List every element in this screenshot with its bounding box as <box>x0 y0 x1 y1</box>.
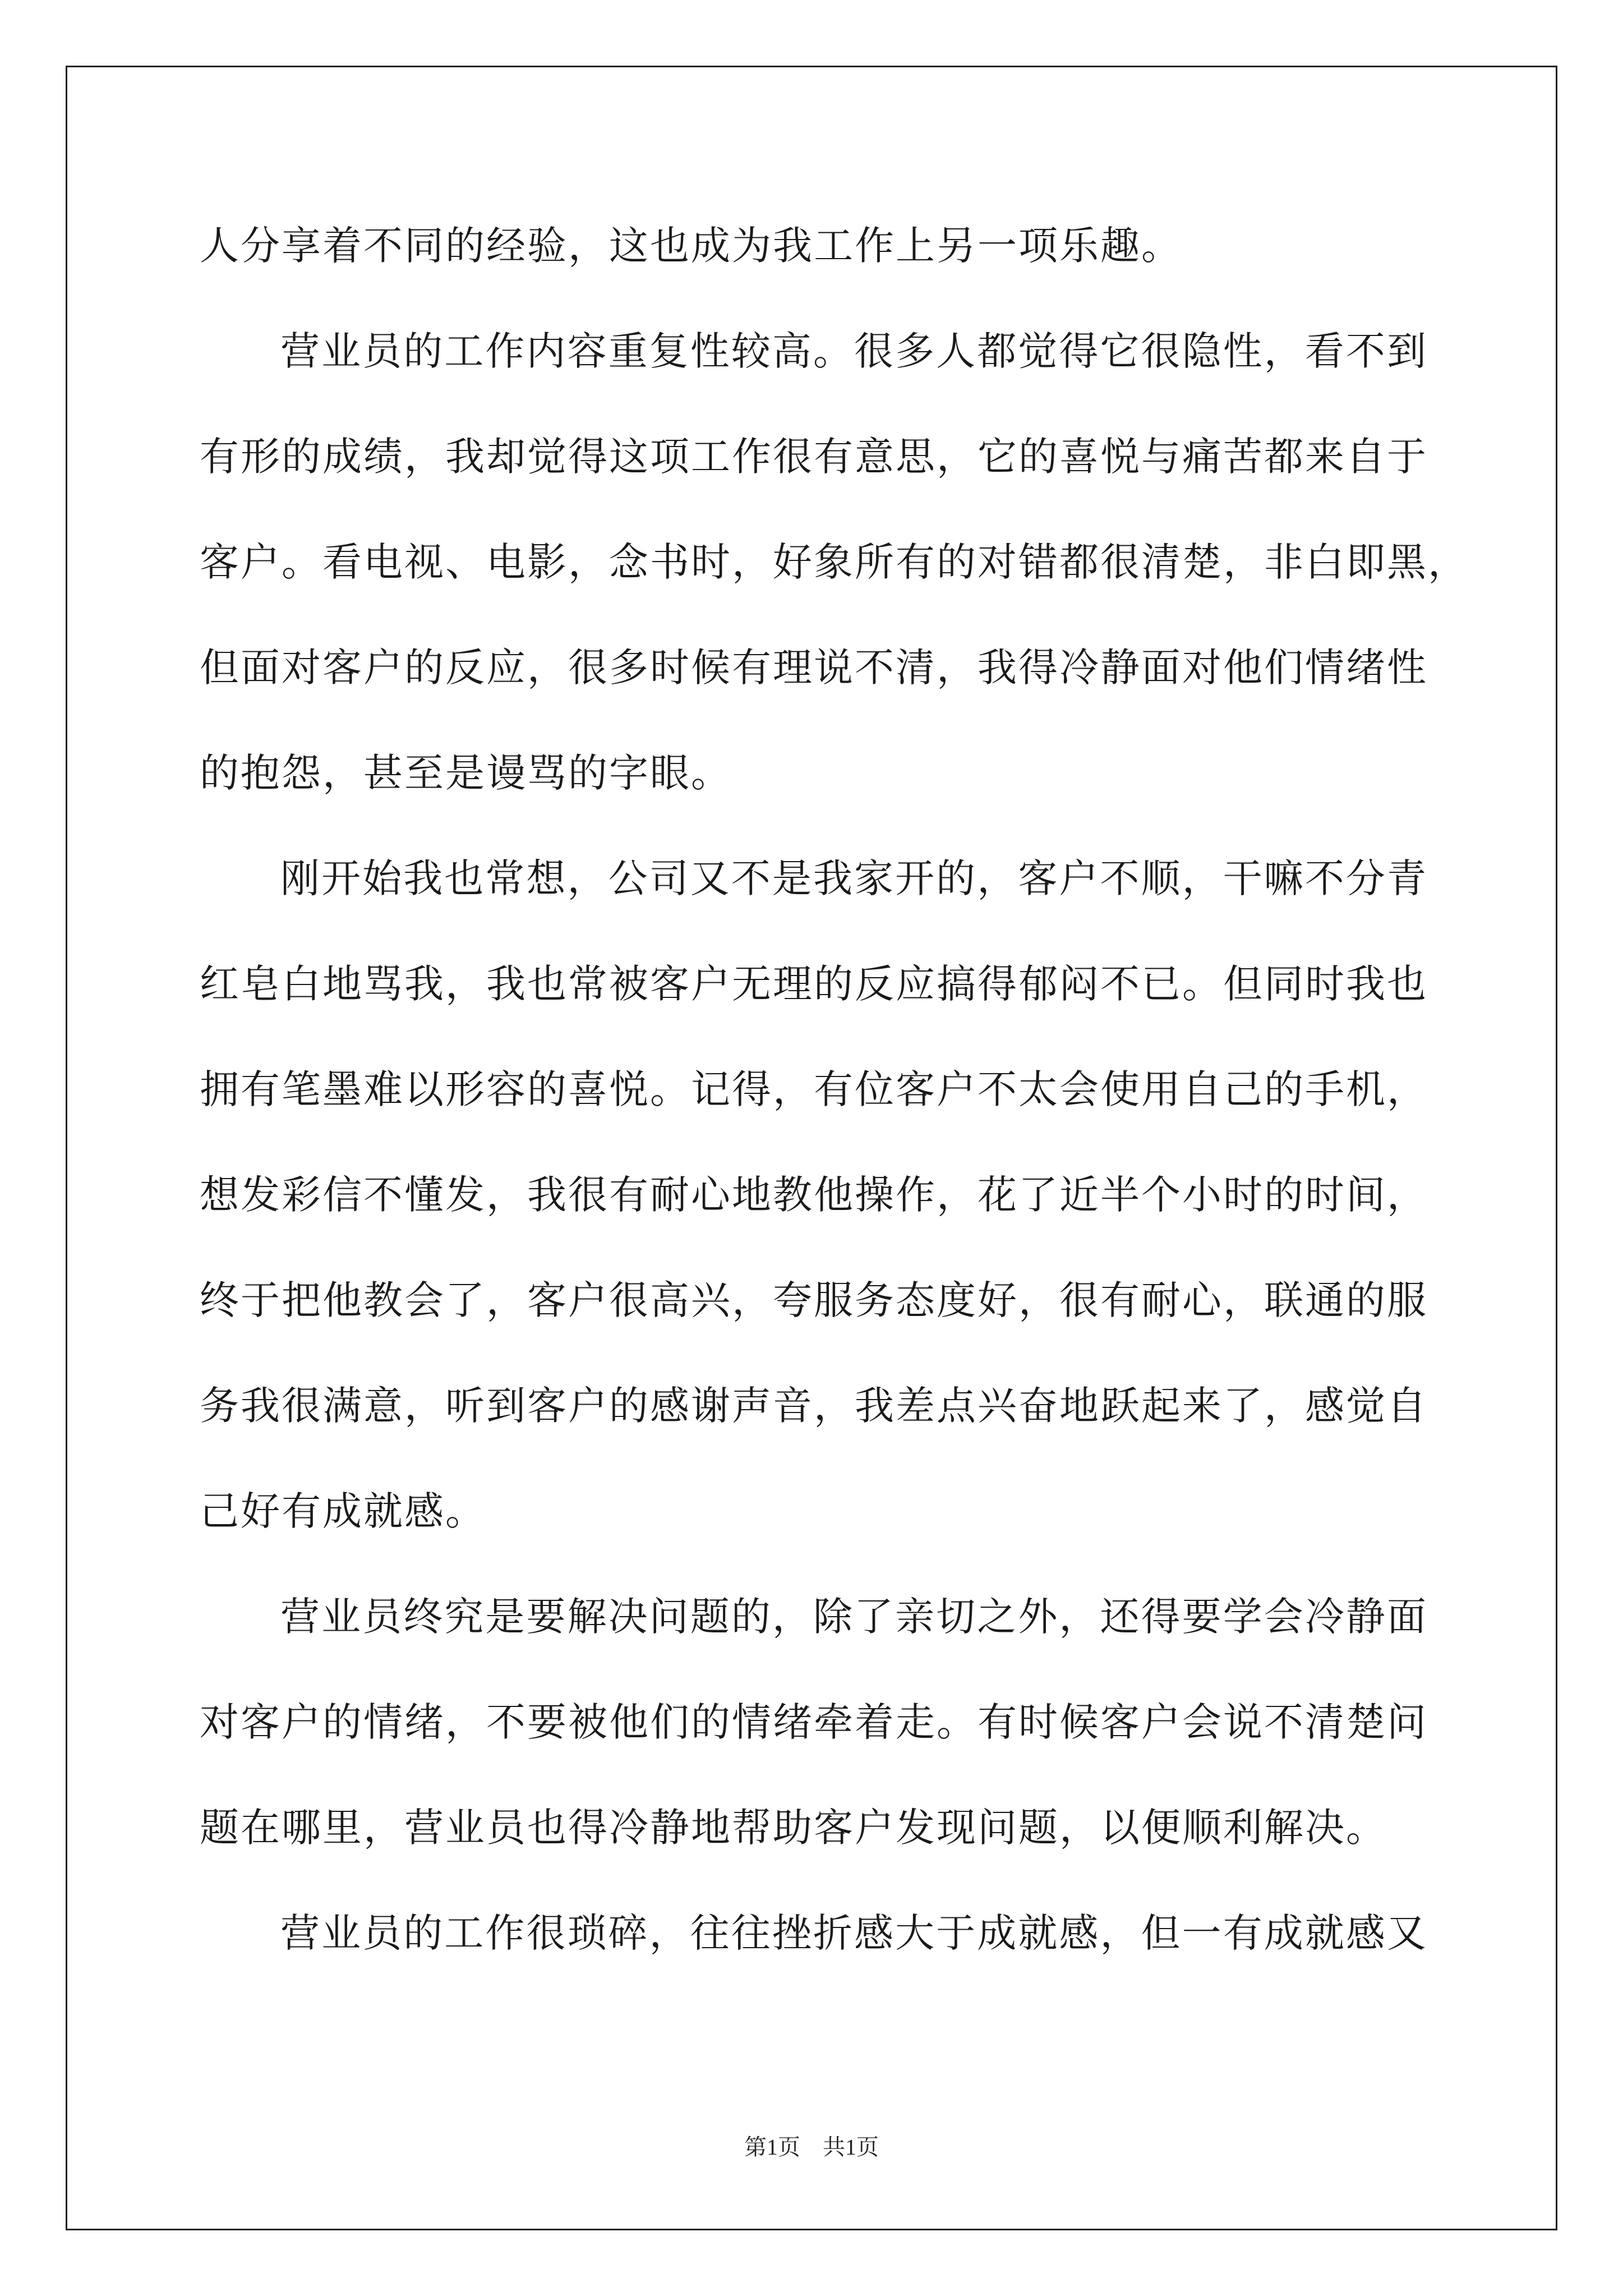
text-line: 题在哪里，营业员也得冷静地帮助客户发现问题，以便顺利解决。 <box>200 1805 1387 1851</box>
text-line: 对客户的情绪，不要被他们的情绪牵着走。有时候客户会说不清楚问 <box>200 1699 1428 1745</box>
text-line: 拥有笔墨难以形容的喜悦。记得，有位客户不太会使用自己的手机， <box>200 1066 1428 1112</box>
text-line: 终于把他教会了，客户很高兴，夸服务态度好，很有耐心，联通的服 <box>200 1277 1428 1323</box>
paragraph-first-line: 营业员的工作内容重复性较高。很多人都觉得它很隐性，看不到 <box>280 328 1428 374</box>
paragraph-first-line: 营业员终究是要解决问题的，除了亲切之外，还得要学会冷静面 <box>280 1594 1428 1640</box>
text-line: 己好有成就感。 <box>200 1488 486 1534</box>
text-line: 但面对客户的反应，很多时候有理说不清，我得冷静面对他们情绪性 <box>200 645 1428 691</box>
text-line: 客户。看电视、电影，念书时，好象所有的对错都很清楚，非白即黑， <box>200 539 1469 585</box>
text-line: 的抱怨，甚至是谩骂的字眼。 <box>200 750 732 796</box>
text-line: 想发彩信不懂发，我很有耐心地教他操作，花了近半个小时的时间， <box>200 1172 1428 1218</box>
paragraph-first-line: 刚开始我也常想，公司又不是我家开的，客户不顺，干嘛不分青 <box>280 855 1428 901</box>
text-line: 红皂白地骂我，我也常被客户无理的反应搞得郁闷不已。但同时我也 <box>200 961 1428 1007</box>
page-number-footer: 第1页 共1页 <box>744 2134 879 2160</box>
paragraph-first-line: 营业员的工作很琐碎，往往挫折感大于成就感，但一有成就感又 <box>280 1910 1428 1956</box>
text-line: 人分享着不同的经验，这也成为我工作上另一项乐趣。 <box>200 223 1182 269</box>
text-line: 有形的成绩，我却觉得这项工作很有意思，它的喜悦与痛苦都来自于 <box>200 434 1428 480</box>
text-line: 务我很满意，听到客户的感谢声音，我差点兴奋地跃起来了，感觉自 <box>200 1383 1428 1429</box>
